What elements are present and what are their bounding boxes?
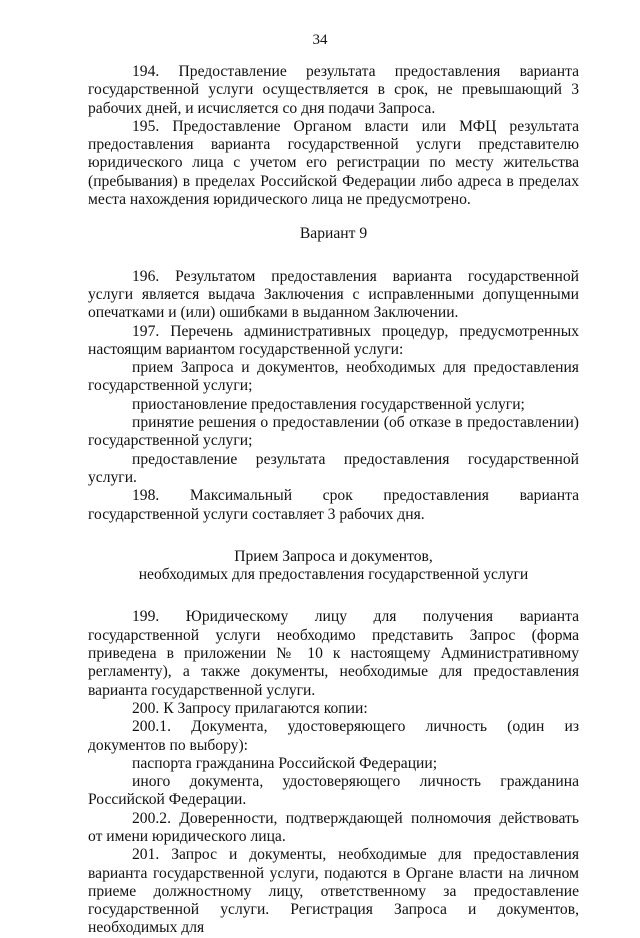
- list-item-other-document: иного документа, удостоверяющего личность гражданина Российской Федерации.: [88, 773, 579, 809]
- section-heading-line-1: Прием Запроса и документов,: [234, 547, 433, 565]
- paragraph-200-1: 200.1. Документа, удостоверяющего личность (один из документов по выбору):: [88, 718, 579, 754]
- list-item-result: предоставление результата предоставления государственной услуги.: [88, 450, 579, 486]
- variant-heading: Вариант 9: [299, 225, 368, 243]
- paragraph-200-2: 200.2. Доверенности, подтверждающей полномочия действовать от имени юридического лица.: [88, 809, 579, 845]
- list-item-intake: прием Запроса и документов, необходимых для предоставления государственной услуги;: [88, 359, 579, 395]
- paragraph-198: 198. Максимальный срок предоставления варианта государственной услуги составляет 3 рабочих дня.: [88, 487, 579, 523]
- list-item-suspension: приостановление предоставления государственной услуги;: [132, 395, 525, 413]
- document-body: [88, 63, 579, 938]
- paragraph-200: 200. К Запросу прилагаются копии:: [132, 699, 368, 717]
- paragraph-194: 194. Предоставление результата предоставления варианта государственной услуги осуществляется в срок, не превышающий 3 рабочих дней, и исчисляется со дня подачи Запроса.: [88, 63, 579, 117]
- paragraph-196: 196. Результатом предоставления варианта государственной услуги является выдача Заключения с исправленными допущенными опечатками и (или) ошибками в выданном Заключении.: [88, 267, 579, 322]
- paragraph-199: 199. Юридическому лицу для получения варианта государственной услуги необходимо представить Запрос (форма приведена в приложении № 10 к настоящему Административному регламенту), а также документы, необходимые для предоставления варианта государственной услуги.: [88, 608, 579, 699]
- paragraph-197: 197. Перечень административных процедур, предусмотренных настоящим вариантом государственной услуги:: [88, 322, 579, 358]
- paragraph-201: 201. Запрос и документы, необходимые для предоставления варианта государственной услуги, подаются в Органе власти на личном приеме должностному лицу, ответственному за предоставление государственной услуги. Регистрация Запроса и документов, необходимых для: [88, 846, 579, 937]
- list-item-passport: паспорта гражданина Российской Федерации;: [132, 754, 438, 772]
- page-number: 34: [312, 32, 328, 48]
- paragraph-195: 195. Предоставление Органом власти или МФЦ результата предоставления варианта государственной услуги представителю юридического лица с учетом его регистрации по месту жительства (пребывания) в пределах Российской Федерации либо адреса в пределах места нахождения юридического лица не предусмотрено.: [88, 117, 579, 209]
- section-heading-line-2: необходимых для предоставления государственной услуги: [138, 566, 529, 584]
- list-item-decision: принятие решения о предоставлении (об отказе в предоставлении) государственной услуги;: [88, 414, 579, 450]
